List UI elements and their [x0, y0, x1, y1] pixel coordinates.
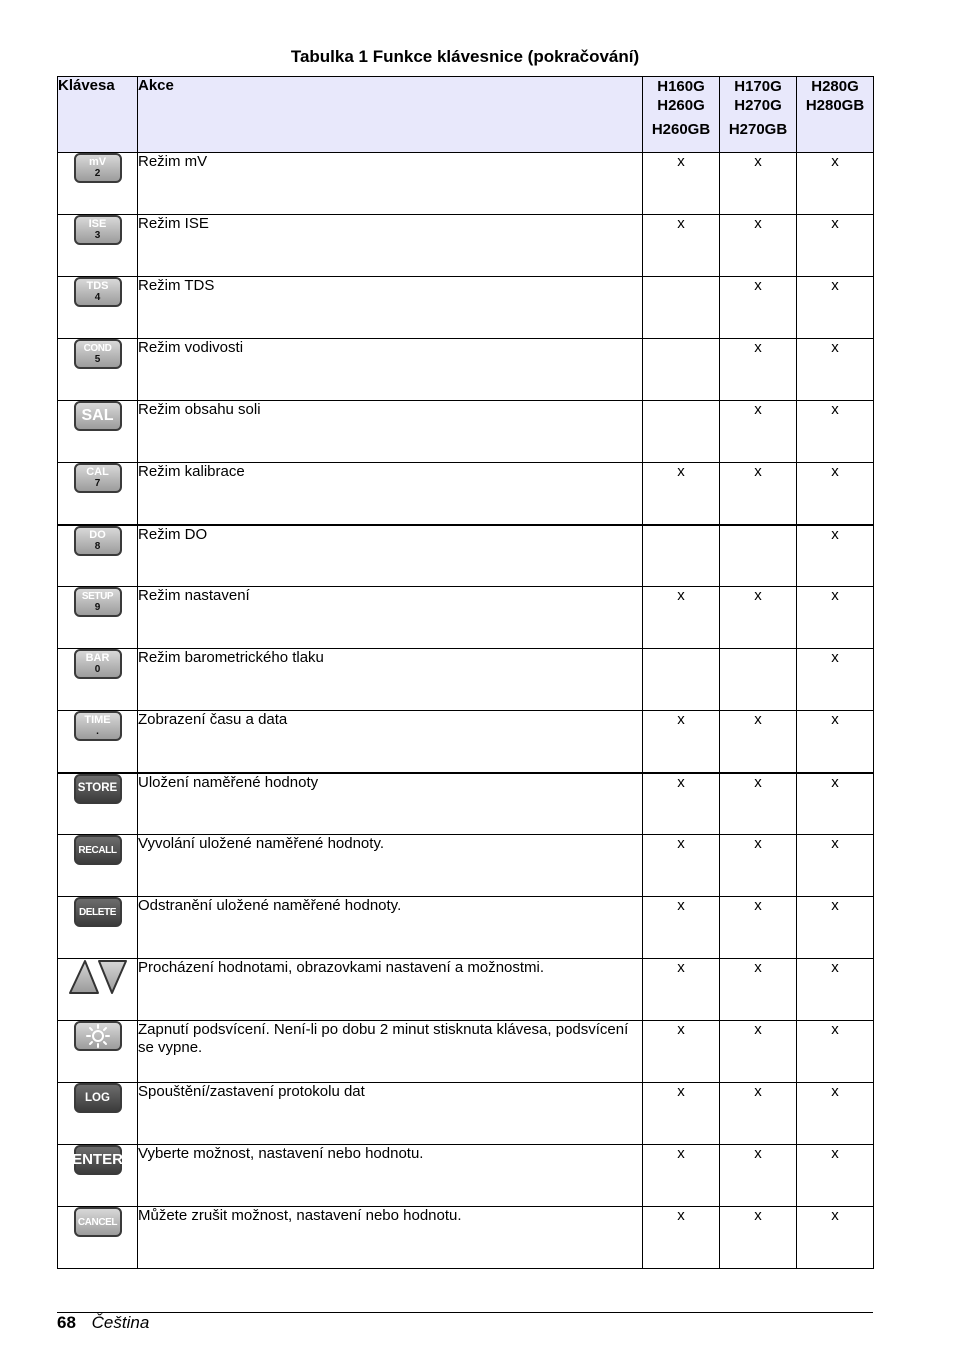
key-label: SETUP: [81, 591, 114, 602]
model-1-mark: x: [643, 773, 720, 835]
page-footer: [57, 1313, 149, 1333]
table-row: [58, 339, 874, 401]
model-1-mark: x: [643, 1145, 720, 1207]
cancel-key-icon: [74, 1207, 122, 1237]
key-label: TDS: [86, 280, 109, 292]
action-cell: Režim mV: [138, 153, 643, 215]
action-cell: Režim kalibrace: [138, 463, 643, 525]
header-model-2-line3: H270GB: [728, 121, 788, 138]
model-3-mark: x: [797, 1207, 874, 1269]
table-row: [58, 1207, 874, 1269]
ise-key-icon: [74, 215, 122, 245]
model-1-mark: x: [643, 835, 720, 897]
model-2-mark: x: [720, 835, 797, 897]
key-label: ISE: [88, 218, 107, 230]
delete-key-icon: [74, 897, 122, 927]
model-2-mark: x: [720, 1021, 797, 1083]
action-cell: Vyvolání uložené naměřené hodnoty.: [138, 835, 643, 897]
model-1-mark: [643, 525, 720, 587]
page-number: 68: [57, 1313, 76, 1332]
tds-key-icon: [74, 277, 122, 307]
model-3-mark: x: [797, 1021, 874, 1083]
key-cell: [58, 959, 138, 1021]
action-cell: Odstranění uložené naměřené hodnoty.: [138, 897, 643, 959]
recall-key-icon: [74, 835, 122, 865]
key-function-table: [57, 76, 874, 1269]
table-row: [58, 959, 874, 1021]
mv-key-icon: [74, 153, 122, 183]
action-cell: Spouštění/zastavení protokolu dat: [138, 1083, 643, 1145]
model-3-mark: x: [797, 463, 874, 525]
key-sublabel: 4: [94, 292, 101, 303]
key-label: BAR: [85, 652, 110, 664]
model-3-mark: x: [797, 339, 874, 401]
model-3-mark: x: [797, 401, 874, 463]
key-label: CANCEL: [77, 1216, 118, 1228]
model-1-mark: x: [643, 711, 720, 773]
action-cell: Zapnutí podsvícení. Není-li po dobu 2 minut stisknuta klávesa, podsvícení se vypne.: [138, 1021, 643, 1083]
key-cell: [58, 835, 138, 897]
key-cell: [58, 897, 138, 959]
table-row: [58, 773, 874, 835]
key-sublabel: 7: [94, 478, 101, 489]
model-2-mark: [720, 649, 797, 711]
model-1-mark: [643, 401, 720, 463]
header-model-1: [643, 77, 720, 153]
table-row: [58, 463, 874, 525]
model-3-mark: x: [797, 1083, 874, 1145]
model-2-mark: x: [720, 897, 797, 959]
table-row: [58, 587, 874, 649]
key-label: LOG: [85, 1091, 110, 1104]
key-cell: [58, 463, 138, 525]
header-model-2-line1: H170G: [734, 78, 782, 95]
model-3-mark: x: [797, 525, 874, 587]
key-label: RECALL: [78, 844, 117, 856]
model-2-mark: x: [720, 463, 797, 525]
model-1-mark: x: [643, 1207, 720, 1269]
action-cell: Režim DO: [138, 525, 643, 587]
model-3-mark: x: [797, 277, 874, 339]
key-label: CAL: [86, 466, 109, 478]
key-label: DELETE: [78, 906, 117, 918]
key-cell: [58, 587, 138, 649]
table-row: [58, 277, 874, 339]
table-row: [58, 401, 874, 463]
key-label: mV: [88, 156, 107, 168]
key-cell: [58, 339, 138, 401]
action-cell: Procházení hodnotami, obrazovkami nastavení a možnostmi.: [138, 959, 643, 1021]
model-2-mark: x: [720, 773, 797, 835]
log-key-icon: [74, 1083, 122, 1113]
key-cell: [58, 153, 138, 215]
header-model-3-line1: H280G: [811, 78, 859, 95]
model-2-mark: x: [720, 587, 797, 649]
key-sublabel: 8: [94, 540, 101, 552]
model-3-mark: x: [797, 897, 874, 959]
table-row: [58, 1021, 874, 1083]
model-3-mark: x: [797, 1145, 874, 1207]
key-cell: [58, 773, 138, 835]
key-cell: [58, 711, 138, 773]
model-2-mark: x: [720, 959, 797, 1021]
model-2-mark: x: [720, 215, 797, 277]
model-1-mark: [643, 649, 720, 711]
key-cell: [58, 1083, 138, 1145]
model-3-mark: x: [797, 587, 874, 649]
table-row: [58, 835, 874, 897]
action-cell: Režim barometrického tlaku: [138, 649, 643, 711]
key-sublabel: 0: [94, 664, 101, 675]
table-row: [58, 153, 874, 215]
table-caption: Tabulka 1 Funkce klávesnice (pokračování): [290, 47, 640, 66]
model-1-mark: x: [643, 1083, 720, 1145]
action-cell: Zobrazení času a data: [138, 711, 643, 773]
header-model-1-line1: H160G: [657, 78, 705, 95]
key-sublabel: .: [96, 726, 99, 737]
table-row: [58, 711, 874, 773]
model-3-mark: x: [797, 649, 874, 711]
table-row: [58, 1083, 874, 1145]
model-1-mark: x: [643, 153, 720, 215]
key-label: STORE: [77, 782, 118, 794]
model-2-mark: x: [720, 339, 797, 401]
key-label: SAL: [81, 407, 114, 424]
header-model-3: [797, 77, 874, 153]
model-3-mark: x: [797, 711, 874, 773]
action-cell: Vyberte možnost, nastavení nebo hodnotu.: [138, 1145, 643, 1207]
model-2-mark: x: [720, 1207, 797, 1269]
key-cell: [58, 1021, 138, 1083]
model-1-mark: [643, 277, 720, 339]
model-2-mark: x: [720, 153, 797, 215]
table-row: [58, 897, 874, 959]
action-cell: Režim obsahu soli: [138, 401, 643, 463]
key-cell: [58, 649, 138, 711]
model-1-mark: x: [643, 587, 720, 649]
header-model-1-line3: H260GB: [651, 121, 711, 138]
key-cell: [58, 401, 138, 463]
setup-key-icon: [74, 587, 122, 617]
action-cell: Režim TDS: [138, 277, 643, 339]
header-action: Akce: [138, 77, 643, 153]
table-row: [58, 215, 874, 277]
cal-key-icon: [74, 463, 122, 493]
action-cell: Režim nastavení: [138, 587, 643, 649]
model-3-mark: x: [797, 959, 874, 1021]
header-model-1-line2: H260G: [657, 97, 705, 114]
action-cell: Režim ISE: [138, 215, 643, 277]
model-3-mark: x: [797, 835, 874, 897]
key-cell: [58, 1145, 138, 1207]
sal-key-icon: [74, 401, 122, 431]
header-model-2: [720, 77, 797, 153]
model-2-mark: x: [720, 1145, 797, 1207]
key-cell: [58, 1207, 138, 1269]
key-sublabel: 5: [94, 354, 101, 365]
key-cell: [58, 277, 138, 339]
key-sublabel: 3: [94, 230, 101, 241]
backlight-key-icon: [74, 1021, 122, 1051]
key-sublabel: 2: [94, 168, 101, 179]
store-key-icon: [74, 774, 122, 804]
backlight-sun-icon: [85, 1024, 111, 1048]
footer-language: Čeština: [91, 1313, 150, 1332]
header-key: Klávesa: [58, 77, 138, 153]
table-row: [58, 649, 874, 711]
model-1-mark: x: [643, 959, 720, 1021]
action-cell: Režim vodivosti: [138, 339, 643, 401]
up-down-arrows-icon: [68, 959, 128, 995]
model-2-mark: x: [720, 401, 797, 463]
model-1-mark: x: [643, 215, 720, 277]
footer-divider: [57, 1312, 873, 1313]
model-1-mark: x: [643, 463, 720, 525]
action-cell: Uložení naměřené hodnoty: [138, 773, 643, 835]
model-1-mark: [643, 339, 720, 401]
bar-key-icon: [74, 649, 122, 679]
header-model-3-line2: H280GB: [805, 97, 865, 114]
table-header-row: [58, 77, 874, 153]
key-label: DO: [89, 528, 106, 541]
model-2-mark: x: [720, 277, 797, 339]
action-cell: Můžete zrušit možnost, nastavení nebo hodnotu.: [138, 1207, 643, 1269]
table-row: [58, 525, 874, 587]
model-3-mark: x: [797, 215, 874, 277]
model-2-mark: x: [720, 711, 797, 773]
time-key-icon: [74, 711, 122, 741]
do-key-icon: [74, 526, 122, 556]
table-row: [58, 1145, 874, 1207]
enter-key-icon: [74, 1145, 122, 1175]
key-cell: [58, 215, 138, 277]
header-model-2-line2: H270G: [734, 97, 782, 114]
model-2-mark: [720, 525, 797, 587]
model-3-mark: x: [797, 153, 874, 215]
model-1-mark: x: [643, 1021, 720, 1083]
model-1-mark: x: [643, 897, 720, 959]
key-label: COND: [83, 343, 112, 354]
model-3-mark: x: [797, 773, 874, 835]
model-2-mark: x: [720, 1083, 797, 1145]
cond-key-icon: [74, 339, 122, 369]
key-sublabel: 9: [94, 602, 101, 613]
key-label: TIME: [84, 714, 111, 726]
key-cell: [58, 525, 138, 587]
key-label: ENTER: [72, 1151, 123, 1168]
